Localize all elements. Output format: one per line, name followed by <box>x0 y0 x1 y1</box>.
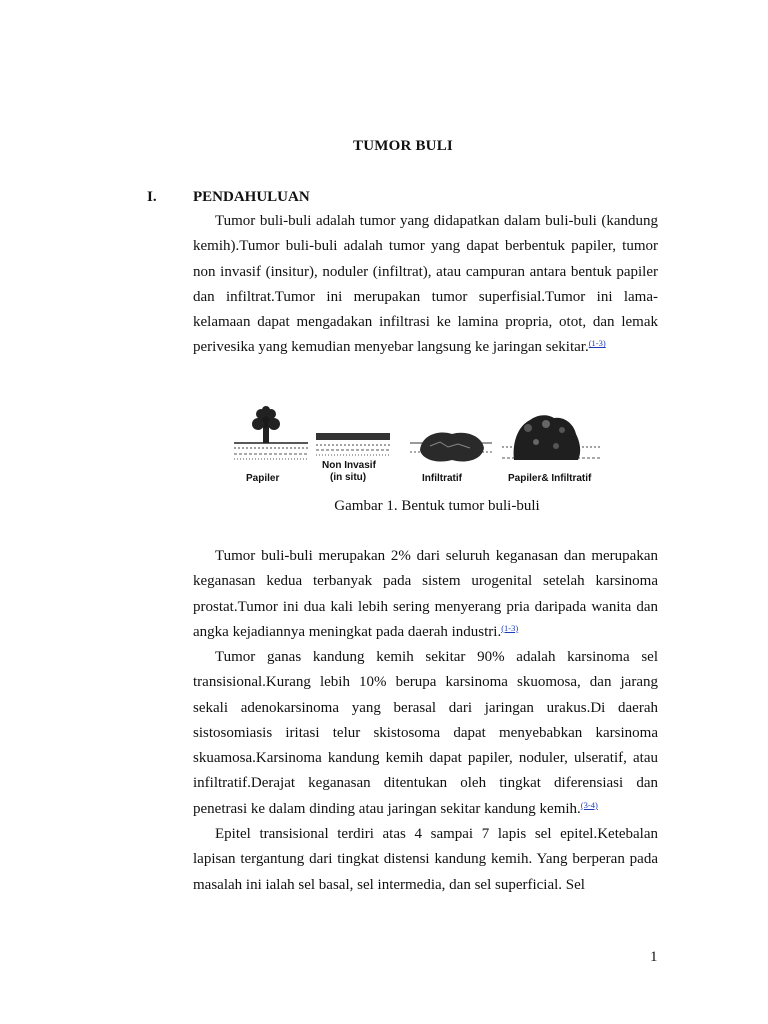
paragraph-4-text: Epitel transisional terdiri atas 4 sampai 7 lapis sel epitel.Ketebalan lapisan tergantung dari tingkat distensi kandung kemih. Yang berperan pada masalah ini ialah sel basal, sel intermedia, dan sel superficial. Sel <box>193 826 658 893</box>
label-non-invasif: Non Invasif <box>322 460 376 471</box>
figure-caption: Gambar 1. Bentuk tumor buli-buli <box>334 498 540 514</box>
paragraph-2-text: Tumor buli-buli merupakan 2% dari seluruh keganasan dan merupakan keganasan kedua terbanyak pada sistem urogenital setelah karsinoma prostat.Tumor ini dua kali lebih sering menyerang pria daripada wanita dan angka kejadiannya meningkat pada daerah industri. <box>193 548 658 640</box>
citation-link[interactable]: (1-3) <box>588 338 606 349</box>
paragraph-1 <box>193 209 658 361</box>
label-papiler-infiltratif: Papiler& Infiltratif <box>508 473 592 484</box>
section-title: PENDAHULUAN <box>193 189 310 205</box>
paragraph-3 <box>193 645 658 822</box>
page-number: 1 <box>650 949 658 965</box>
papiler-drawing <box>234 406 308 459</box>
paragraph-1-text: Tumor buli-buli adalah tumor yang didapatkan dalam buli-buli (kandung kemih).Tumor buli-buli adalah tumor yang dapat berbentuk papiler, tumor non invasif (insitur), noduler (infiltrat), atau campuran antara bentuk papiler dan infiltrat.Tumor ini merupakan tumor superfisial.Tumor ini lama-kelamaan dapat mengadakan infiltrasi ke lamina propria, otot, dan lemak perivesika yang kemudian menyebar langsung ke jaringan sekitar. <box>193 213 658 356</box>
tumor-forms-figure <box>230 402 610 494</box>
citation-link[interactable]: (3-4) <box>580 799 598 810</box>
non-invasif-drawing <box>316 433 390 455</box>
label-papiler: Papiler <box>246 473 280 484</box>
label-in-situ: (in situ) <box>330 472 367 483</box>
paragraph-4 <box>193 822 658 898</box>
paragraph-2 <box>193 544 658 645</box>
tumor-forms-illustration <box>230 402 610 494</box>
section-number: I. <box>147 189 157 205</box>
document-title: TUMOR BULI <box>353 138 453 154</box>
papiler-infiltratif-drawing <box>502 415 602 460</box>
citation-link[interactable]: (1-3) <box>501 622 519 633</box>
infiltratif-drawing <box>410 433 492 462</box>
label-infiltratif: Infiltratif <box>422 473 462 484</box>
paragraph-3-text: Tumor ganas kandung kemih sekitar 90% adalah karsinoma sel transisional.Kurang lebih 10% berupa karsinoma skuomosa, dan jarang sekali adenokarsinoma yang berasal dari jaringan urakus.Di daerah sistosomiasis iritasi telur skistosoma dapat menyebabkan karsinoma skuamosa.Karsinoma kandung kemih dapat papiler, noduler, ulseratif, atau infiltratif.Derajat keganasan ditentukan oleh tingkat diferensiasi dan penetrasi ke dalam dinding atau jaringan sekitar kandung kemih. <box>193 649 658 817</box>
